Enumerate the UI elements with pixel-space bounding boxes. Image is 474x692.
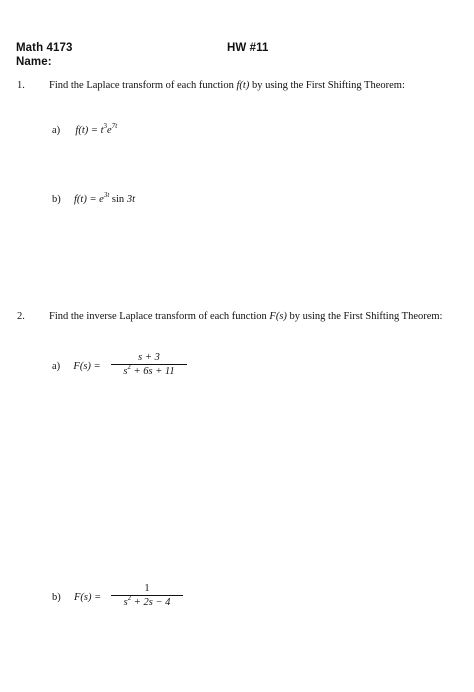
question-1a-base: t	[100, 125, 104, 136]
question-2-prompt-after: by using the First Shifting Theorem:	[289, 311, 443, 322]
question-2a-lhs: F(s) =	[73, 361, 101, 372]
question-2b-fraction	[111, 583, 183, 608]
question-2a	[52, 361, 101, 372]
question-1a-label: a)	[52, 125, 61, 136]
question-1-prompt-symbol: f(t)	[236, 80, 250, 91]
question-1b-exp-base: e	[99, 194, 104, 205]
question-2a-den-rest: + 6s + 11	[133, 366, 175, 377]
question-2-prompt-symbol: F(s)	[269, 311, 287, 322]
question-1-prompt-after: by using the First Shifting Theorem:	[251, 80, 405, 91]
question-2b-den-exp: 2	[127, 594, 132, 602]
question-2b-numerator: 1	[144, 583, 150, 594]
question-1b-label: b)	[52, 194, 61, 205]
question-1-number: 1.	[17, 80, 25, 91]
question-2-prompt-before: Find the inverse Laplace transform of each function	[49, 311, 267, 322]
question-1b-func: sin	[111, 194, 125, 205]
question-1a-base-exp: 3	[103, 122, 108, 130]
question-2a-label: a)	[52, 361, 61, 372]
question-2a-denominator	[111, 365, 187, 377]
question-1-prompt	[49, 80, 405, 91]
question-2b-lhs: F(s) =	[74, 592, 102, 603]
question-2b	[52, 592, 101, 603]
question-2b-label: b)	[52, 592, 61, 603]
question-1a	[52, 122, 118, 136]
question-2a-den-base: s	[123, 366, 128, 377]
question-2-prompt	[49, 311, 442, 322]
course-title: Math 4173	[16, 42, 73, 54]
question-1-prompt-before: Find the Laplace transform of each function	[49, 80, 234, 91]
question-2b-den-rest: + 2s − 4	[133, 597, 171, 608]
question-2a-numerator: s + 3	[138, 352, 160, 363]
question-1a-exp-exp: 7t	[111, 122, 118, 130]
question-2b-denominator	[111, 596, 183, 608]
question-2a-den-exp: 2	[127, 363, 131, 371]
name-label: Name:	[16, 56, 52, 68]
question-1b-exp-exp: 3t	[103, 191, 110, 199]
question-2b-den-base: s	[123, 597, 128, 608]
question-2a-fraction	[111, 352, 187, 377]
question-1a-exp-base: e	[107, 125, 112, 136]
question-2-number: 2.	[17, 311, 25, 322]
question-1a-lhs: f(t) =	[75, 125, 98, 136]
question-1b-lhs: f(t) =	[74, 194, 97, 205]
hw-number: HW #11	[227, 42, 269, 54]
question-1b	[52, 191, 135, 205]
question-1b-arg: 3t	[126, 194, 135, 205]
